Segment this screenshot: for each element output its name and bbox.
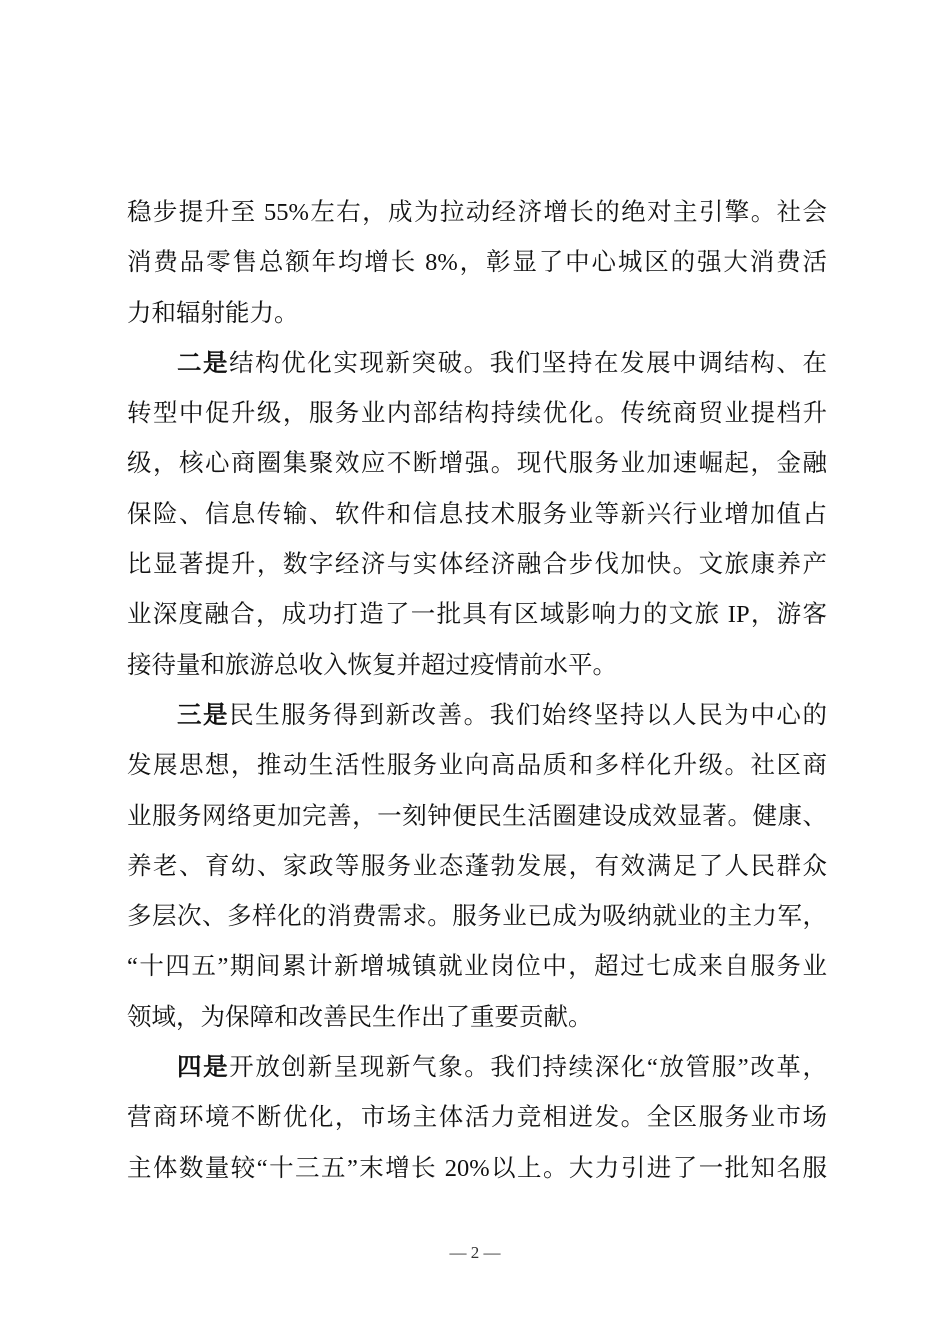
line-text: 业服务网络更加完善，一刻钟便民生活圈建设成效显著。健康、: [127, 802, 827, 830]
line-text: “十四五”期间累计新增城镇就业岗位中，超过七成来自服务业: [127, 953, 827, 981]
line-text: 转型中促升级，服务业内部结构持续优化。传统商贸业提档升: [127, 400, 827, 428]
line-text: 营商环境不断优化，市场主体活力竞相迸发。全区服务业市场: [127, 1104, 827, 1132]
line-text: 民生服务得到新改善。我们始终坚持以人民为中心的: [229, 701, 827, 729]
text-line: [127, 590, 827, 640]
text-line: [127, 1093, 827, 1143]
text-line: [127, 892, 827, 942]
text-line: [127, 238, 827, 288]
line-text: 接待量和旅游总收入恢复并超过疫情前水平。: [127, 651, 617, 679]
line-text: 养老、育幼、家政等服务业态蓬勃发展，有效满足了人民群众: [127, 852, 827, 880]
line-text: 开放创新呈现新气象。我们持续深化“放管服”改革，: [229, 1054, 828, 1082]
line-text: 发展思想，推动生活性服务业向高品质和多样化升级。社区商: [127, 752, 827, 780]
line-text: 保险、信息传输、软件和信息技术服务业等新兴行业增加值占: [127, 500, 827, 528]
text-line: [127, 641, 827, 691]
line-text: 领域，为保障和改善民生作出了重要贡献。: [127, 1003, 593, 1031]
line-text: 比显著提升，数字经济与实体经济融合步伐加快。文旅康养产: [127, 551, 827, 579]
paragraph: [127, 339, 827, 691]
line-text: 稳步提升至 55%左右，成为拉动经济增长的绝对主引擎。社会: [127, 199, 827, 226]
text-line: [127, 691, 827, 741]
text-line: [127, 1043, 827, 1093]
text-line: [127, 1144, 827, 1194]
paragraph: [127, 691, 827, 1043]
text-line: [127, 842, 827, 892]
paragraph: [127, 1043, 827, 1194]
line-text: 主体数量较“十三五”末增长 20%以上。大力引进了一批知名服: [127, 1154, 827, 1182]
paragraph-lead: 四是: [177, 1054, 230, 1082]
line-text: 结构优化实现新突破。我们坚持在发展中调结构、在: [229, 349, 827, 377]
line-text: 力和辐射能力。: [127, 299, 299, 327]
paragraph-lead: 二是: [177, 349, 230, 377]
paragraph: [127, 188, 827, 339]
text-line: [127, 993, 827, 1043]
document-body: [127, 188, 827, 1194]
text-line: [127, 289, 827, 339]
line-text: 消费品零售总额年均增长 8%，彰显了中心城区的强大消费活: [127, 249, 827, 277]
line-text: 级，核心商圈集聚效应不断增强。现代服务业加速崛起，金融: [127, 450, 827, 478]
page-number: — 2 —: [449, 1243, 501, 1262]
text-line: [127, 741, 827, 791]
text-line: [127, 540, 827, 590]
text-line: [127, 490, 827, 540]
line-text: 多层次、多样化的消费需求。服务业已成为吸纳就业的主力军，: [127, 903, 827, 931]
paragraph-lead: 三是: [177, 701, 230, 729]
text-line: [127, 792, 827, 842]
text-line: [127, 942, 827, 992]
text-line: [127, 339, 827, 389]
line-text: 业深度融合，成功打造了一批具有区域影响力的文旅 IP，游客: [127, 601, 827, 629]
text-line: [127, 439, 827, 489]
text-line: [127, 188, 827, 238]
text-line: [127, 389, 827, 439]
